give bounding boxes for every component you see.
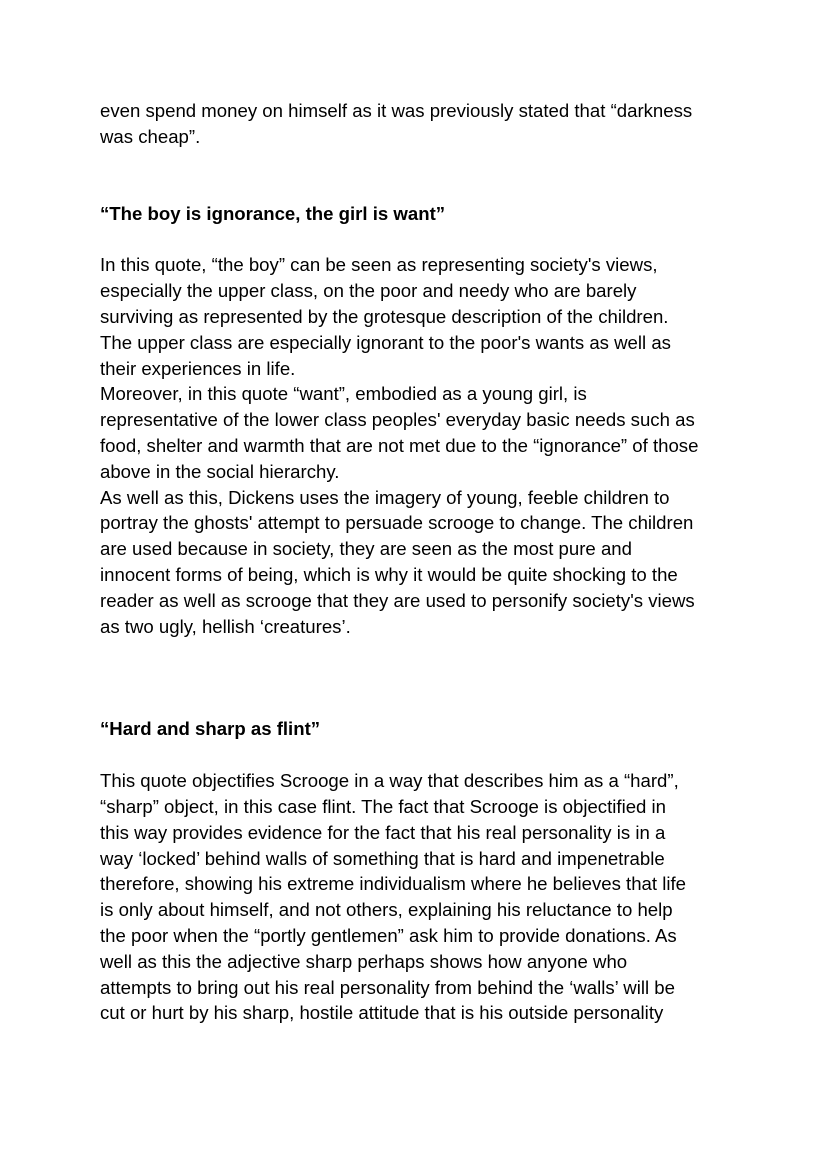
- text-line: as two ugly, hellish ‘creatures’.: [100, 615, 351, 637]
- text-line: innocent forms of being, which is why it would be quite shocking to the: [100, 563, 678, 585]
- text-line: the poor when the “portly gentlemen” ask him to provide donations. As: [100, 924, 677, 946]
- text-line: cut or hurt by his sharp, hostile attitude that is his outside personality: [100, 1002, 664, 1024]
- text-line: this way provides evidence for the fact that his real personality is in a: [100, 821, 666, 843]
- text-line: As well as this, Dickens uses the imagery of young, feeble children to: [100, 486, 670, 508]
- body-paragraph: [100, 252, 740, 381]
- text-line: “sharp” object, in this case flint. The fact that Scrooge is objectified in: [100, 795, 667, 817]
- text-line: surviving as represented by the grotesque description of the children.: [100, 305, 669, 327]
- section-body-boy-ignorance: [100, 252, 740, 639]
- text-line: reader as well as scrooge that they are used to personify society's views: [100, 589, 695, 611]
- text-line: especially the upper class, on the poor and needy who are barely: [100, 280, 637, 302]
- text-line: representative of the lower class peoples' everyday basic needs such as: [100, 409, 695, 431]
- text-line: The upper class are especially ignorant to the poor's wants as well as: [100, 331, 671, 353]
- text-line: was cheap”.: [100, 125, 201, 147]
- text-line: way ‘locked’ behind walls of something that is hard and impenetrable: [100, 847, 665, 869]
- text-line: above in the social hierarchy.: [100, 460, 340, 482]
- text-line: therefore, showing his extreme individualism where he believes that life: [100, 873, 687, 895]
- text-line: food, shelter and warmth that are not met due to the “ignorance” of those: [100, 434, 699, 456]
- text-line: In this quote, “the boy” can be seen as representing society's views,: [100, 254, 658, 276]
- body-paragraph: [100, 381, 740, 484]
- text-line: attempts to bring out his real personality from behind the ‘walls’ will be: [100, 976, 675, 998]
- text-line: even spend money on himself as it was previously stated that “darkness: [100, 100, 693, 121]
- document-page: [100, 98, 740, 1026]
- section-heading-hard-sharp-flint: “Hard and sharp as flint”: [100, 718, 321, 740]
- text-line: Moreover, in this quote “want”, embodied as a young girl, is: [100, 383, 587, 405]
- text-line: their experiences in life.: [100, 357, 296, 379]
- section-heading-boy-ignorance: “The boy is ignorance, the girl is want”: [100, 202, 446, 224]
- section-body-hard-sharp-flint: [100, 768, 740, 1026]
- text-line: well as this the adjective sharp perhaps shows how anyone who: [100, 950, 628, 972]
- text-line: is only about himself, and not others, explaining his reluctance to help: [100, 899, 673, 921]
- text-line: are used because in society, they are seen as the most pure and: [100, 538, 632, 560]
- intro-paragraph: [100, 98, 740, 150]
- text-line: portray the ghosts' attempt to persuade scrooge to change. The children: [100, 512, 694, 534]
- body-paragraph: [100, 485, 740, 640]
- text-line: This quote objectifies Scrooge in a way that describes him as a “hard”,: [100, 770, 679, 792]
